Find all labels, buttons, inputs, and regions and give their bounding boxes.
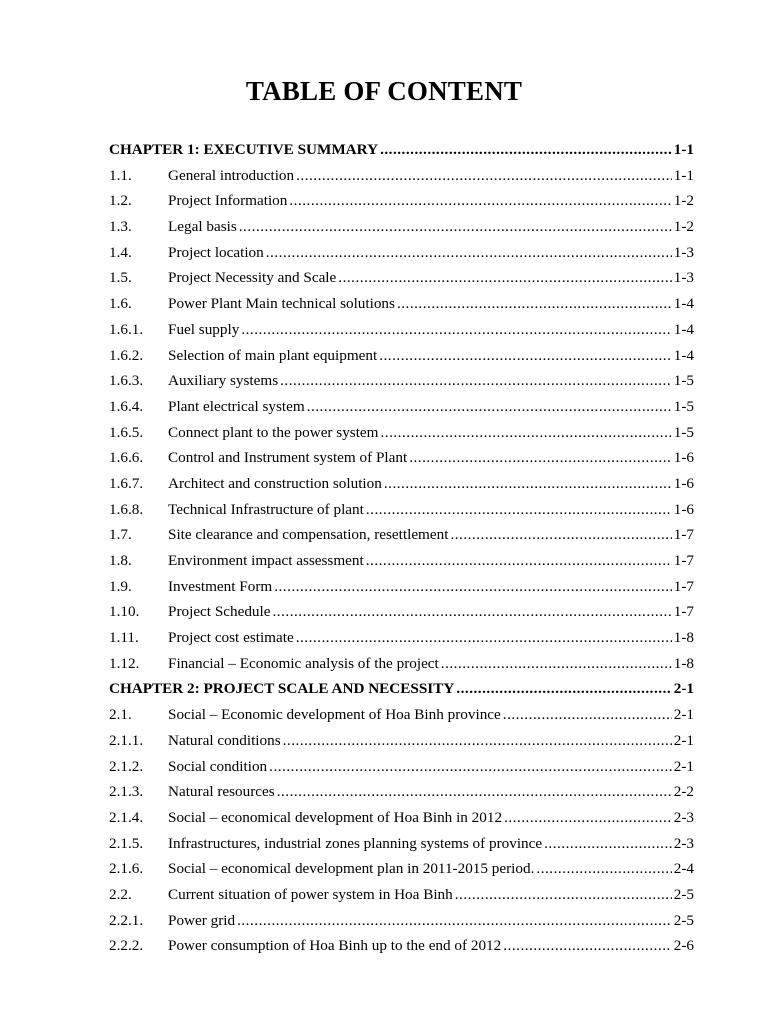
- dot-leader: [237, 908, 672, 934]
- toc-entry-title: General introduction: [168, 166, 295, 184]
- toc-entry[interactable]: [109, 933, 694, 959]
- toc-entry-page: 1-2: [673, 192, 694, 210]
- toc-entry-title: Social – economical development plan in 2011-2015 period.: [168, 860, 535, 878]
- toc-entry-number: 1.1.: [109, 166, 132, 184]
- toc-entry[interactable]: [109, 240, 694, 266]
- dot-leader: [504, 805, 672, 831]
- toc-entry-number: 1.6.: [109, 295, 132, 313]
- toc-entry-page: 1-3: [673, 269, 694, 287]
- toc-entry-page: 1-5: [673, 423, 694, 441]
- dot-leader: [289, 188, 671, 214]
- dot-leader: [273, 599, 672, 625]
- dot-leader: [241, 317, 671, 343]
- toc-entry-title: Infrastructures, industrial zones planning systems of province: [168, 834, 543, 852]
- toc-entry[interactable]: [109, 214, 694, 240]
- page-title: TABLE OF CONTENT: [245, 76, 523, 106]
- toc-entry-number: 2.1.6.: [109, 860, 144, 878]
- dot-leader: [366, 548, 672, 574]
- toc-entry-number: 2.2.: [109, 885, 132, 903]
- toc-entry[interactable]: [109, 651, 694, 677]
- toc-entry[interactable]: [109, 548, 694, 574]
- toc-entry-title: CHAPTER 2: PROJECT SCALE AND NECESSITY: [109, 680, 455, 698]
- toc-entry-title: Power Plant Main technical solutions: [168, 295, 395, 313]
- toc-entry-page: 2-3: [673, 808, 694, 826]
- toc-entry[interactable]: [109, 317, 694, 343]
- toc-entry-number: 2.1.4.: [109, 808, 144, 826]
- toc-entry-page: 2-3: [673, 834, 694, 852]
- toc-entry-title: Investment Form: [168, 577, 273, 595]
- toc-entry[interactable]: [109, 882, 694, 908]
- dot-leader: [274, 574, 672, 600]
- toc-entry[interactable]: [109, 497, 694, 523]
- toc-entry-number: 2.1.1.: [109, 731, 144, 749]
- toc-entry[interactable]: [109, 420, 694, 446]
- toc-entry-page: 2-1: [673, 706, 694, 724]
- toc-entry[interactable]: [109, 574, 694, 600]
- toc-entry-title: Plant electrical system: [168, 397, 305, 415]
- toc-entry[interactable]: [109, 445, 694, 471]
- table-of-contents: [109, 137, 694, 959]
- toc-entry-page: 2-1: [673, 731, 694, 749]
- toc-entry-title: Social – economical development of Hoa Binh in 2012: [168, 808, 503, 826]
- toc-entry-number: 2.2.1.: [109, 911, 144, 929]
- toc-entry-title: Project cost estimate: [168, 629, 294, 647]
- toc-entry-title: Legal basis: [168, 218, 237, 236]
- toc-entry-number: 1.6.2.: [109, 346, 144, 364]
- toc-entry-title: Project Schedule: [168, 603, 271, 621]
- toc-entry[interactable]: [109, 856, 694, 882]
- toc-entry-number: 1.4.: [109, 243, 132, 261]
- toc-entry[interactable]: [109, 265, 694, 291]
- dot-leader: [536, 856, 671, 882]
- dot-leader: [266, 240, 672, 266]
- toc-entry-number: 2.2.2.: [109, 937, 144, 955]
- toc-entry-page: 1-8: [673, 654, 694, 672]
- toc-entry-title: Fuel supply: [168, 320, 240, 338]
- dot-leader: [397, 291, 672, 317]
- toc-entry-page: 1-6: [673, 500, 694, 518]
- toc-entry[interactable]: [109, 702, 694, 728]
- toc-entry[interactable]: [109, 471, 694, 497]
- toc-entry-number: 1.6.8.: [109, 500, 144, 518]
- dot-leader: [379, 343, 672, 369]
- toc-entry-number: 1.8.: [109, 552, 132, 569]
- toc-entry-title: Selection of main plant equipment: [168, 346, 378, 364]
- toc-chapter-entry[interactable]: [109, 676, 694, 702]
- toc-entry-title: CHAPTER 1: EXECUTIVE SUMMARY: [109, 141, 379, 158]
- toc-entry-number: 2.1.3.: [109, 783, 144, 801]
- dot-leader: [441, 651, 672, 677]
- dot-leader: [283, 728, 672, 754]
- toc-entry-number: 1.6.1.: [109, 320, 144, 338]
- dot-leader: [239, 214, 672, 240]
- toc-entry-page: 1-7: [673, 603, 694, 621]
- toc-entry-page: 1-1: [673, 141, 694, 158]
- toc-entry-page: 1-3: [673, 243, 694, 261]
- toc-entry[interactable]: [109, 754, 694, 780]
- toc-entry[interactable]: [109, 188, 694, 214]
- toc-entry[interactable]: [109, 599, 694, 625]
- toc-entry-title: Natural resources: [168, 783, 275, 801]
- toc-entry-number: 1.10.: [109, 603, 140, 621]
- toc-entry-number: 2.1.: [109, 706, 132, 724]
- dot-leader: [296, 163, 672, 189]
- toc-entry-title: Environment impact assessment: [168, 552, 364, 569]
- toc-entry-number: 1.6.6.: [109, 449, 144, 467]
- toc-entry-title: Control and Instrument system of Plant: [168, 449, 408, 467]
- toc-entry-page: 1-7: [673, 526, 694, 544]
- toc-entry-title: Connect plant to the power system: [168, 423, 379, 441]
- dot-leader: [338, 265, 671, 291]
- toc-entry-title: Project location: [168, 243, 264, 261]
- dot-leader: [503, 702, 672, 728]
- toc-entry-title: Financial – Economic analysis of the project: [168, 654, 439, 672]
- toc-entry-page: 2-6: [673, 937, 694, 955]
- toc-entry-number: 1.6.4.: [109, 397, 144, 415]
- toc-entry-page: 1-2: [673, 218, 694, 236]
- dot-leader: [450, 522, 671, 548]
- toc-entry-title: Current situation of power system in Hoa Binh: [168, 885, 453, 903]
- toc-entry-number: 1.3.: [109, 218, 132, 236]
- dot-leader: [455, 882, 672, 908]
- dot-leader: [380, 137, 672, 163]
- toc-entry-page: 2-1: [673, 680, 694, 698]
- toc-entry-title: Project Information: [168, 192, 288, 210]
- dot-leader: [307, 394, 672, 420]
- toc-entry[interactable]: [109, 831, 694, 857]
- toc-entry-title: Social – Economic development of Hoa Binh province: [168, 706, 501, 724]
- toc-entry-page: 1-7: [673, 552, 694, 569]
- toc-entry-page: 2-5: [673, 885, 694, 903]
- dot-leader: [366, 497, 672, 523]
- toc-chapter-entry[interactable]: [109, 137, 694, 163]
- toc-entry-number: 2.1.5.: [109, 834, 144, 852]
- toc-entry-page: 1-4: [673, 295, 694, 313]
- toc-entry-number: 1.5.: [109, 269, 132, 287]
- toc-entry-page: 2-2: [673, 783, 694, 801]
- toc-entry[interactable]: [109, 805, 694, 831]
- toc-entry-number: 1.7.: [109, 526, 132, 544]
- toc-entry-title: Project Necessity and Scale: [168, 269, 337, 287]
- toc-entry[interactable]: [109, 163, 694, 189]
- toc-entry-title: Natural conditions: [168, 731, 281, 749]
- toc-entry-number: 1.2.: [109, 192, 132, 210]
- toc-entry-title: Architect and construction solution: [168, 474, 382, 492]
- dot-leader: [544, 831, 672, 857]
- toc-entry-title: Site clearance and compensation, resettlement: [168, 526, 449, 544]
- toc-entry-page: 1-1: [673, 166, 694, 184]
- toc-entry-title: Auxiliary systems: [168, 372, 279, 390]
- toc-entry[interactable]: [109, 394, 694, 420]
- dot-leader: [456, 676, 671, 702]
- toc-entry[interactable]: [109, 291, 694, 317]
- toc-entry-number: 2.1.2.: [109, 757, 144, 775]
- toc-entry-page: 1-6: [673, 449, 694, 467]
- toc-entry-title: Technical Infrastructure of plant: [168, 500, 364, 518]
- toc-entry-page: 1-8: [673, 629, 694, 647]
- toc-entry-page: 1-5: [673, 397, 694, 415]
- dot-leader: [503, 933, 672, 959]
- toc-entry-number: 1.9.: [109, 577, 132, 595]
- toc-entry-title: Power grid: [168, 911, 236, 929]
- toc-entry[interactable]: [109, 522, 694, 548]
- dot-leader: [380, 420, 671, 446]
- dot-leader: [296, 625, 672, 651]
- toc-entry[interactable]: [109, 779, 694, 805]
- dot-leader: [277, 779, 672, 805]
- toc-entry-number: 1.11.: [109, 629, 139, 647]
- dot-leader: [269, 754, 672, 780]
- dot-leader: [280, 368, 672, 394]
- toc-entry-number: 1.6.3.: [109, 372, 144, 390]
- toc-entry-title: Social condition: [168, 757, 268, 775]
- toc-entry-page: 1-4: [673, 346, 694, 364]
- toc-entry-page: 1-7: [673, 577, 694, 595]
- toc-entry-page: 1-6: [673, 474, 694, 492]
- toc-entry-page: 2-5: [673, 911, 694, 929]
- toc-entry-page: 1-4: [673, 320, 694, 338]
- toc-entry-number: 1.12.: [109, 654, 140, 672]
- dot-leader: [409, 445, 672, 471]
- toc-entry-page: 1-5: [673, 372, 694, 390]
- dot-leader: [384, 471, 672, 497]
- toc-entry-title: Power consumption of Hoa Binh up to the end of 2012: [168, 937, 502, 955]
- toc-entry[interactable]: [109, 343, 694, 369]
- toc-entry-number: 1.6.5.: [109, 423, 144, 441]
- toc-entry[interactable]: [109, 908, 694, 934]
- toc-entry-page: 2-1: [673, 757, 694, 775]
- toc-entry[interactable]: [109, 368, 694, 394]
- toc-entry-page: 2-4: [673, 860, 694, 878]
- toc-entry[interactable]: [109, 728, 694, 754]
- toc-entry[interactable]: [109, 625, 694, 651]
- toc-entry-number: 1.6.7.: [109, 474, 144, 492]
